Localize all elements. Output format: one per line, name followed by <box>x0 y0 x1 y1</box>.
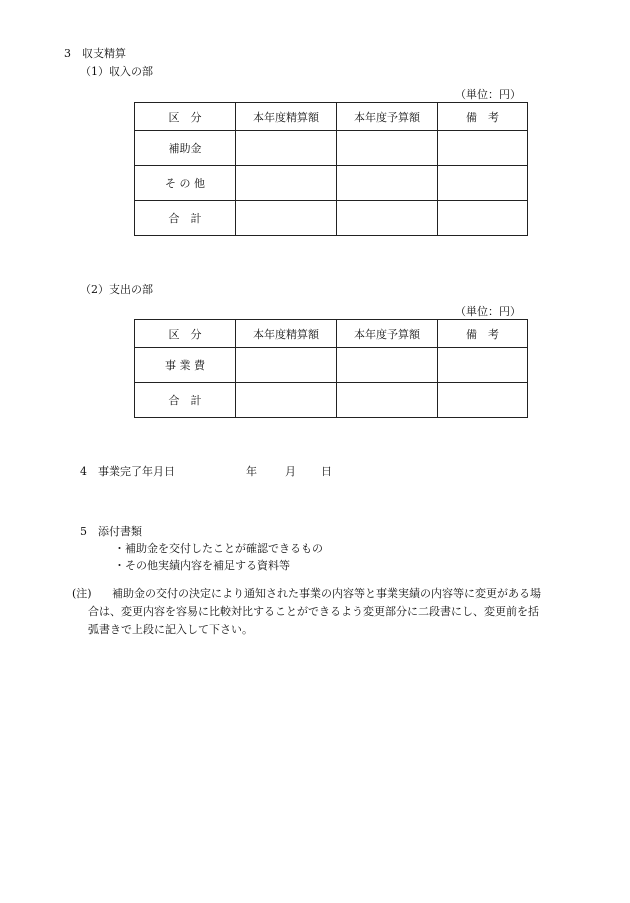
expense-table <box>134 319 528 418</box>
income-settled-cell[interactable] <box>236 131 337 166</box>
expense-budget-cell[interactable] <box>337 348 438 383</box>
section-5-heading: 5 添付書類 <box>80 525 142 538</box>
expense-row-label: 合 計 <box>135 383 236 418</box>
expense-remarks-cell[interactable] <box>438 383 528 418</box>
attachment-item: ・補助金を交付したことが確認できるもの <box>114 542 323 555</box>
income-header-settled: 本年度精算額 <box>236 103 337 131</box>
income-header-row <box>135 103 528 131</box>
expense-row-label: 事 業 費 <box>135 348 236 383</box>
income-budget-cell[interactable] <box>337 131 438 166</box>
completion-month-label: 月 <box>285 465 296 478</box>
expense-subheading: （2）支出の部 <box>80 283 153 296</box>
section-4-heading: 4 事業完了年月日 <box>80 465 175 478</box>
income-subheading: （1）収入の部 <box>80 65 153 78</box>
expense-settled-cell[interactable] <box>236 383 337 418</box>
expense-header-remarks: 備 考 <box>438 320 528 348</box>
income-remarks-cell[interactable] <box>438 131 528 166</box>
expense-unit-label: （単位：円） <box>455 305 521 318</box>
income-table <box>134 102 528 236</box>
expense-budget-cell[interactable] <box>337 383 438 418</box>
completion-day-label: 日 <box>321 465 332 478</box>
income-unit-label: （単位：円） <box>455 88 521 101</box>
income-row-label: 合 計 <box>135 201 236 236</box>
income-header-budget: 本年度予算額 <box>337 103 438 131</box>
income-remarks-cell[interactable] <box>438 201 528 236</box>
table-row <box>135 348 528 383</box>
income-remarks-cell[interactable] <box>438 166 528 201</box>
income-settled-cell[interactable] <box>236 201 337 236</box>
attachment-item: ・その他実績内容を補足する資料等 <box>114 559 290 572</box>
expense-header-budget: 本年度予算額 <box>337 320 438 348</box>
expense-settled-cell[interactable] <box>236 348 337 383</box>
expense-header-category: 区 分 <box>135 320 236 348</box>
income-header-category: 区 分 <box>135 103 236 131</box>
income-budget-cell[interactable] <box>337 201 438 236</box>
income-row-label: そ の 他 <box>135 166 236 201</box>
completion-year-label: 年 <box>246 465 257 478</box>
section-3-heading: 3 収支精算 <box>64 47 126 60</box>
expense-header-settled: 本年度精算額 <box>236 320 337 348</box>
note-line-3: 弧書きで上段に記入して下さい。 <box>88 623 253 636</box>
note-label: (注) <box>72 587 92 600</box>
expense-remarks-cell[interactable] <box>438 348 528 383</box>
income-header-remarks: 備 考 <box>438 103 528 131</box>
income-row-label: 補助金 <box>135 131 236 166</box>
note-line-1: 補助金の交付の決定により通知された事業の内容等と事業実績の内容等に変更がある場 <box>112 587 541 600</box>
table-row <box>135 383 528 418</box>
note-line-2: 合は、変更内容を容易に比較対比することができるよう変更部分に二段書にし、変更前を括 <box>88 605 539 618</box>
table-row <box>135 166 528 201</box>
table-row <box>135 201 528 236</box>
income-settled-cell[interactable] <box>236 166 337 201</box>
income-budget-cell[interactable] <box>337 166 438 201</box>
table-row <box>135 131 528 166</box>
expense-header-row <box>135 320 528 348</box>
